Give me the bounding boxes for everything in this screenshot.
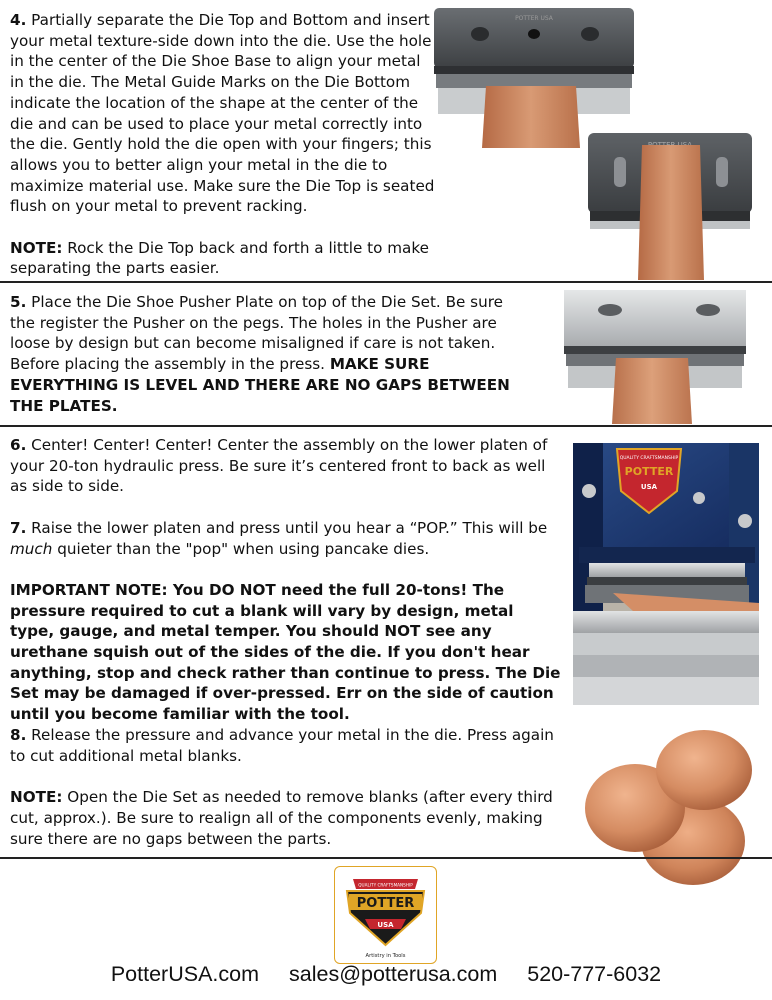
step8-body: Release the pressure and advance your metal in the die. Press again to cut additional metal blanks.	[10, 726, 554, 765]
divider-3	[0, 857, 772, 859]
step5-body: Place the Die Shoe Pusher Plate on top of the Die Set. Be sure the register the Pusher on the pegs. The holes in the Pusher are loose by design but can become misaligned if care is not taken. Before placing the assembly in the press.	[10, 293, 503, 374]
divider-2	[0, 425, 772, 427]
hydraulic-press-photo	[573, 443, 759, 705]
email-link[interactable]: sales@potterusa.com	[289, 962, 498, 986]
step5-text	[10, 292, 510, 416]
step6-7-text	[10, 435, 562, 725]
step8-text	[10, 725, 562, 849]
step7-number: 7.	[10, 518, 27, 537]
step7-body-a: Raise the lower platen and press until you hear a “POP.” This will be	[31, 518, 548, 537]
die-open-photo	[430, 8, 638, 148]
contact-footer	[0, 962, 772, 987]
logo-name: POTTER	[356, 896, 415, 911]
important-note: IMPORTANT NOTE: You DO NOT need the full 20-tons! The pressure required to cut a blank will vary by design, metal type, gauge, and metal temper. You should NOT see any urethane squish out of the sides of the die. If you don't hear anything, stop and check rather than continue to press. The Die Set may be damaged if over-pressed. Err on the side of caution until you become familiar with the tool.	[10, 580, 561, 724]
step8-number: 8.	[10, 726, 27, 744]
step4-number: 4.	[10, 11, 27, 29]
website-link[interactable]: PotterUSA.com	[110, 962, 260, 986]
die-with-pusher-photo	[562, 288, 748, 424]
step4-note-text: Rock the Die Top back and forth a little to make separating the parts easier.	[10, 238, 429, 278]
step5-caps: MAKE SURE EVERYTHING IS LEVEL AND THERE ARE NO GAPS BETWEEN THE PLATES.	[10, 355, 510, 415]
press-badge-sub: USA	[640, 483, 658, 491]
step4-text	[10, 10, 435, 279]
logo-tagline: Artistry in Tools	[365, 953, 406, 959]
step6-number: 6.	[10, 436, 27, 454]
logo-country: USA	[377, 921, 394, 929]
potter-usa-logo	[334, 866, 437, 964]
logo-banner: QUALITY CRAFTSMANSHIP	[358, 882, 413, 888]
step7-emphasis: much	[10, 539, 53, 558]
press-badge-name: POTTER	[624, 465, 674, 478]
copper-blanks-photo	[580, 726, 760, 886]
step8-note-label: NOTE:	[10, 788, 63, 807]
press-badge-top: QUALITY CRAFTSMANSHIP	[619, 456, 679, 461]
die-stamp-1: POTTER USA	[515, 15, 553, 22]
step8-note-text: Open the Die Set as needed to remove blanks (after every third cut, approx.). Be sure to realign all of the components evenly, making sure there are no gaps between the parts.	[10, 788, 553, 848]
phone-number[interactable]: 520-777-6032	[527, 962, 662, 986]
step5-number: 5.	[10, 293, 27, 311]
step6-body: Center! Center! Center! Center the assembly on the lower platen of your 20-ton hydraulic press. Be sure it’s centered front to back as well as side to side.	[10, 436, 548, 496]
die-metal-inserted-photo	[586, 133, 754, 280]
step7-body-b: quieter than the "pop" when using pancake dies.	[57, 539, 430, 558]
step4-body: Partially separate the Die Top and Bottom and insert your metal texture-side down into the die. Use the hole in the center of the Die Shoe Base to align your metal in the die. The Metal Guide Marks on the Die Bottom indicate the location of the shape at the center of the die and can be used to place your metal correctly into the die. Gently hold the die open with your fingers; this allows you to better align your metal in the die to maximize material use. Make sure the Die Top is seated flush on your metal to prevent racking.	[10, 11, 435, 216]
divider-1	[0, 281, 772, 283]
step4-note-label: NOTE:	[10, 238, 63, 257]
